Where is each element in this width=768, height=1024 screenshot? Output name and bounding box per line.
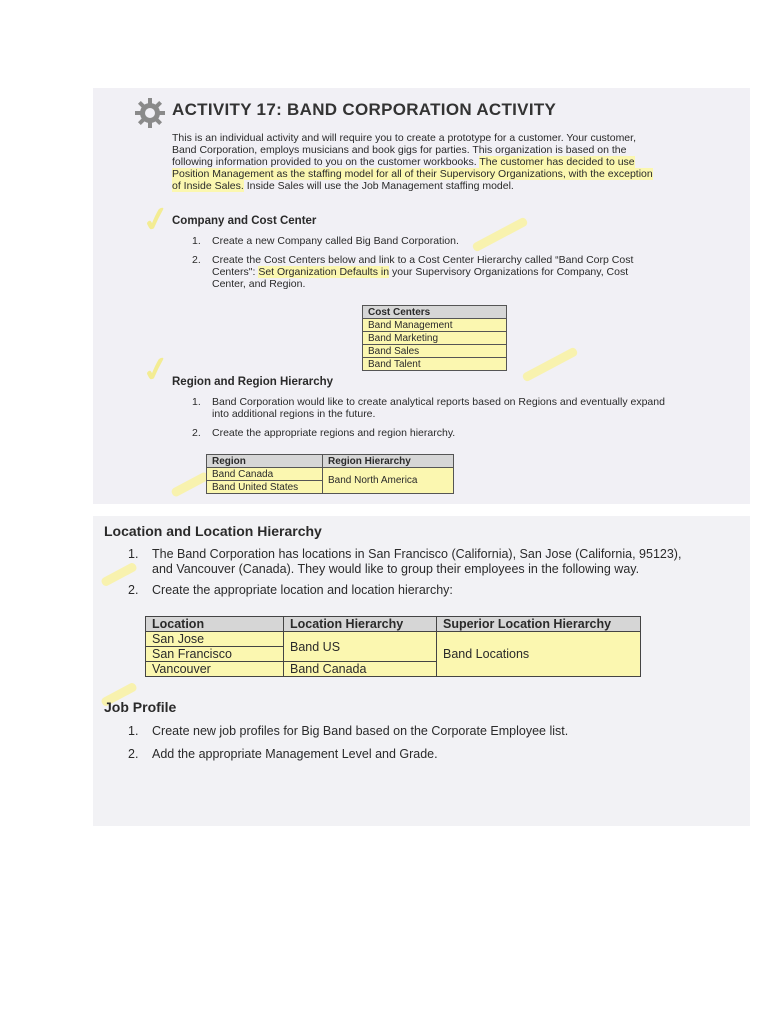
list-item: 1. Create a new Company called Big Band Corporation.	[192, 235, 459, 247]
region-heading: Region and Region Hierarchy	[172, 376, 334, 388]
table-row: Band Canada Band North America	[207, 468, 454, 481]
region-table: Region Region Hierarchy Band Canada Band North America Band United States	[206, 454, 454, 494]
list-item: 2. Add the appropriate Management Level and Grade.	[128, 747, 438, 761]
activity-intro: This is an individual activity and will require you to create a prototype for a customer. Your customer, Band Corporation, employs musicians and book gigs for parties. This organization is based on the following information provided to you on the customer workbooks. The customer has decided to use Position Management as the staffing model for all of their Supervisory Organizations, with the exception of Inside Sales. Inside Sales will use the Job Management staffing model.	[172, 132, 653, 192]
table-row: Band United States	[207, 481, 454, 494]
list-item: 1. The Band Corporation has locations in San Francisco (California), San Jose (California, 95123), and Vancouver (Canada). They would like to group their employees in the following way.	[128, 547, 682, 576]
list-item: 1. Band Corporation would like to create analytical reports based on Regions and eventually expand into additional regions in the future.	[192, 396, 665, 420]
table-row: Band Management	[363, 319, 507, 332]
checkmark-icon: ✓	[138, 198, 174, 242]
table-row: Vancouver Band Canada	[146, 662, 641, 677]
table-row: San Francisco	[146, 647, 641, 662]
table-row: Band Talent	[363, 358, 507, 371]
table-header: Cost Centers	[363, 306, 507, 319]
list-item: 2. Create the Cost Centers below and link to a Cost Center Hierarchy called “Band Corp Cost Centers": Set Organization Defaults in your Supervisory Organizations for Company, Cost Center, and Region.	[192, 254, 634, 290]
list-item: 1. Create new job profiles for Big Band based on the Corporate Employee list.	[128, 724, 569, 738]
table-row: Band Sales	[363, 345, 507, 358]
table-row: San Jose Band US Band Locations	[146, 632, 641, 647]
list-item: 2. Create the appropriate location and location hierarchy:	[128, 583, 453, 597]
activity-title: ACTIVITY 17: BAND CORPORATION ACTIVITY	[172, 100, 557, 119]
gear-icon	[133, 96, 167, 130]
list-item: 2. Create the appropriate regions and region hierarchy.	[192, 427, 456, 439]
location-heading: Location and Location Hierarchy	[104, 523, 322, 539]
checkmark-icon: ✓	[138, 348, 174, 392]
cost-center-table	[362, 305, 507, 371]
location-table: Location Location Hierarchy Superior Location Hierarchy San Jose Band US Band Locations San Francisco Vancouver Band Canada	[145, 616, 641, 677]
table-row: Band Marketing	[363, 332, 507, 345]
company-heading: Company and Cost Center	[172, 215, 317, 227]
job-heading: Job Profile	[104, 699, 177, 715]
